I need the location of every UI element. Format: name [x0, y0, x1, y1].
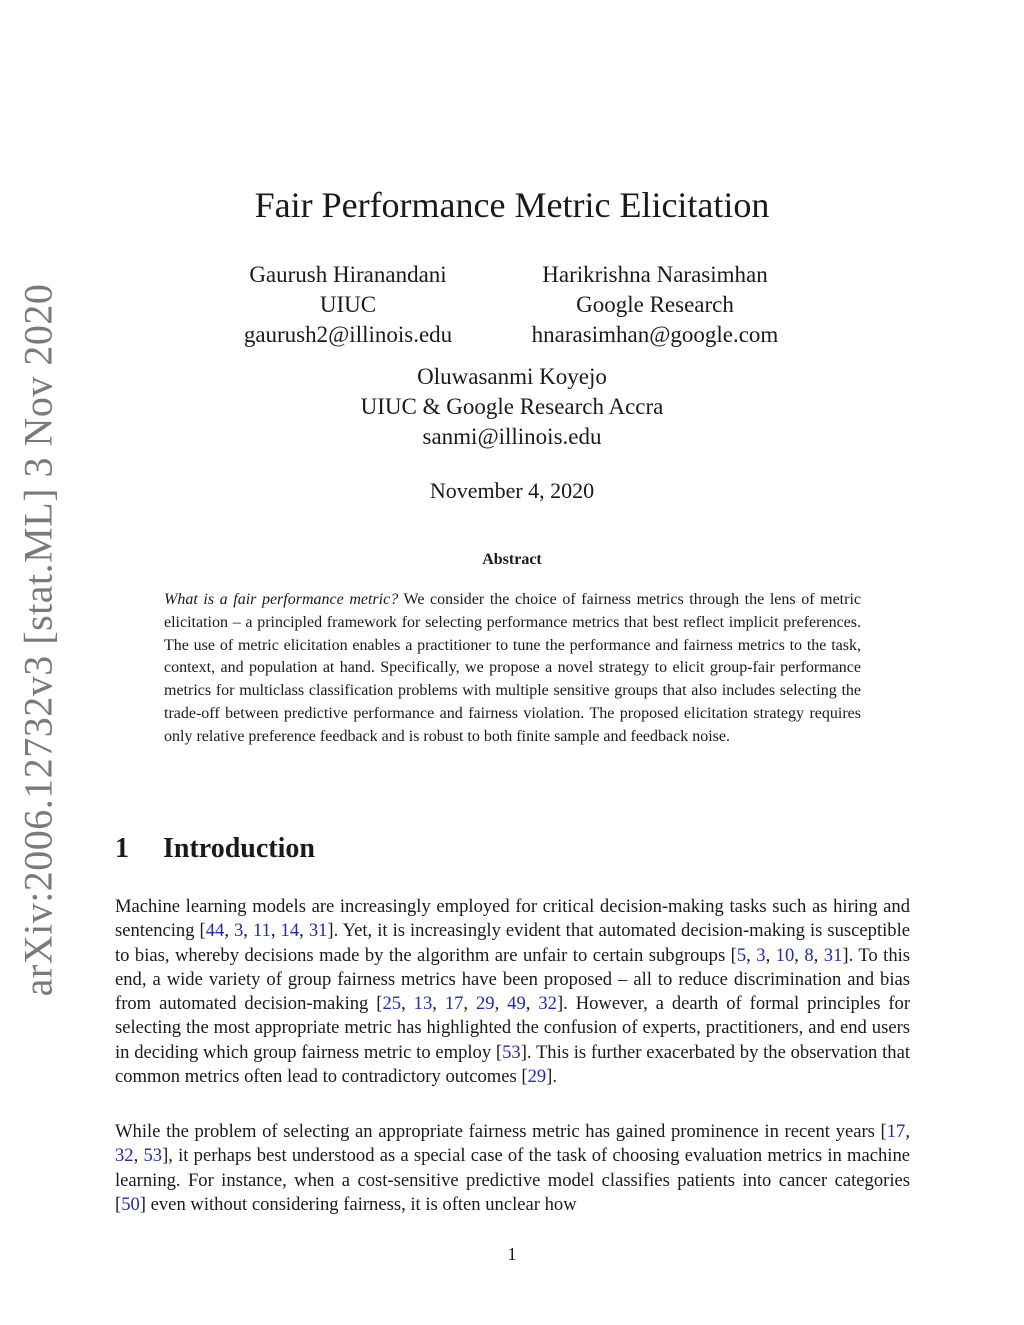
- citation-link[interactable]: 11: [252, 920, 271, 942]
- author-affiliation: UIUC: [319, 292, 377, 317]
- citation-link[interactable]: 31: [823, 944, 843, 966]
- citation-link[interactable]: 25: [382, 993, 402, 1015]
- paragraph-text: ]. To this end, a wide variety of group fairness metrics have been proposed – all to reduce discrimination and bias from automated decision-making [: [115, 944, 911, 1015]
- author-block-1: [218, 260, 478, 350]
- intro-paragraph-1: [115, 895, 910, 1089]
- paragraph-text: ,: [432, 993, 445, 1015]
- citation-link[interactable]: 31: [308, 920, 328, 942]
- abstract-heading: Abstract: [482, 551, 542, 568]
- paragraph-text: ,: [243, 920, 253, 942]
- author-affiliation: Google Research: [576, 292, 734, 317]
- citation-link[interactable]: 14: [280, 920, 300, 942]
- paragraph-text: ,: [270, 920, 281, 942]
- author-email[interactable]: gaurush2@illinois.edu: [243, 322, 453, 347]
- abstract-text: We consider the choice of fairness metrics through the lens of metric elicitation – a principled framework for selecting performance metrics that best reflect implicit preferences. The use of metric elicitation enables a practitioner to tune the performance and fairness metrics to the task, context, and population at hand. Specifically, we propose a novel strategy to elicit group-fair performance metrics for multiclass classification problems with multiple sensitive groups that also includes selecting the trade-off between predictive performance and fairness violation. The proposed elicitation strategy requires only relative preference feedback and is robust to both finite sample and feedback noise.: [164, 591, 861, 745]
- author-name: Gaurush Hiranandani: [249, 262, 447, 287]
- citation-link[interactable]: 17: [886, 1121, 906, 1142]
- author-name: Oluwasanmi Koyejo: [417, 364, 607, 389]
- paper-title: Fair Performance Metric Elicitation: [254, 185, 770, 225]
- section-title: Introduction: [163, 833, 315, 864]
- paragraph-text: ]. Yet, it is increasingly evident that automated decision-making is susceptible to bias, whereby decisions made by the algorithm are unfair to certain subgroups [: [115, 920, 911, 966]
- citation-link[interactable]: 5: [736, 944, 747, 966]
- paragraph-text: ,: [299, 920, 309, 942]
- paragraph-text: ]. This is further exacerbated by the observation that common metrics often lead to contradictory outcomes [: [115, 1041, 910, 1088]
- paragraph-text: ]. However, a dearth of formal principles for selecting the most appropriate metric has highlighted the confusion of experts, practitioners, and end users in deciding which group fairness metric to employ [: [115, 993, 911, 1063]
- author-email[interactable]: sanmi@illinois.edu: [422, 424, 602, 449]
- publication-date: November 4, 2020: [429, 478, 595, 503]
- paragraph-text: ,: [765, 944, 776, 966]
- citation-link[interactable]: 10: [775, 944, 795, 966]
- intro-paragraph-2: [115, 1120, 910, 1217]
- author-block-2: [505, 260, 805, 350]
- paragraph-text: ,: [401, 993, 414, 1015]
- citation-link[interactable]: 53: [502, 1041, 521, 1063]
- section-number: 1: [115, 833, 129, 864]
- abstract-body: [164, 589, 861, 749]
- author-affiliation: UIUC & Google Research Accra: [360, 394, 664, 419]
- paragraph-text: ,: [813, 944, 824, 966]
- arxiv-identifier-stamp: arXiv:2006.12732v3 [stat.ML] 3 Nov 2020: [15, 283, 61, 997]
- page-number: 1: [507, 1244, 517, 1264]
- citation-link[interactable]: 3: [756, 944, 766, 966]
- citation-link[interactable]: 44: [205, 920, 225, 942]
- paragraph-text: ,: [494, 993, 508, 1015]
- paragraph-text: ,: [463, 993, 476, 1015]
- citation-link[interactable]: 8: [804, 944, 814, 966]
- citation-link[interactable]: 49: [507, 993, 526, 1015]
- citation-link[interactable]: 29: [476, 993, 495, 1015]
- author-block-3: [312, 362, 712, 452]
- paragraph-text: While the problem of selecting an appropriate fairness metric has gained prominence in recent years [: [115, 1121, 887, 1142]
- abstract-lead-question: What is a fair performance metric?: [164, 591, 399, 608]
- paragraph-text: ], it perhaps best understood as a special case of the task of choosing evaluation metrics in machine learning. For instance, when a cost-sensitive predictive model classifies patients into cancer categories [: [115, 1145, 911, 1215]
- paragraph-text: ].: [546, 1066, 557, 1088]
- section-heading-introduction: [115, 833, 315, 865]
- paragraph-text: ,: [794, 944, 805, 966]
- paragraph-text: ,: [133, 1145, 144, 1167]
- paragraph-text: ] even without considering fairness, it is often unclear how: [139, 1193, 577, 1215]
- citation-link[interactable]: 50: [121, 1193, 140, 1215]
- citation-link[interactable]: 29: [527, 1066, 547, 1088]
- citation-link[interactable]: 32: [115, 1145, 134, 1167]
- author-email[interactable]: hnarasimhan@google.com: [531, 322, 779, 347]
- paragraph-text: ,: [525, 993, 539, 1015]
- paragraph-text: ,: [224, 920, 234, 942]
- citation-link[interactable]: 53: [143, 1145, 163, 1167]
- paragraph-text: ,: [746, 944, 757, 966]
- citation-link[interactable]: 32: [538, 993, 557, 1015]
- citation-link[interactable]: 17: [444, 993, 464, 1015]
- author-name: Harikrishna Narasimhan: [542, 262, 768, 287]
- paragraph-text: ,: [905, 1121, 910, 1142]
- citation-link[interactable]: 13: [413, 993, 433, 1015]
- citation-link[interactable]: 3: [234, 920, 244, 942]
- paragraph-text: Machine learning models are increasingly employed for critical decision-making tasks such as hiring and sentencing [: [115, 896, 910, 942]
